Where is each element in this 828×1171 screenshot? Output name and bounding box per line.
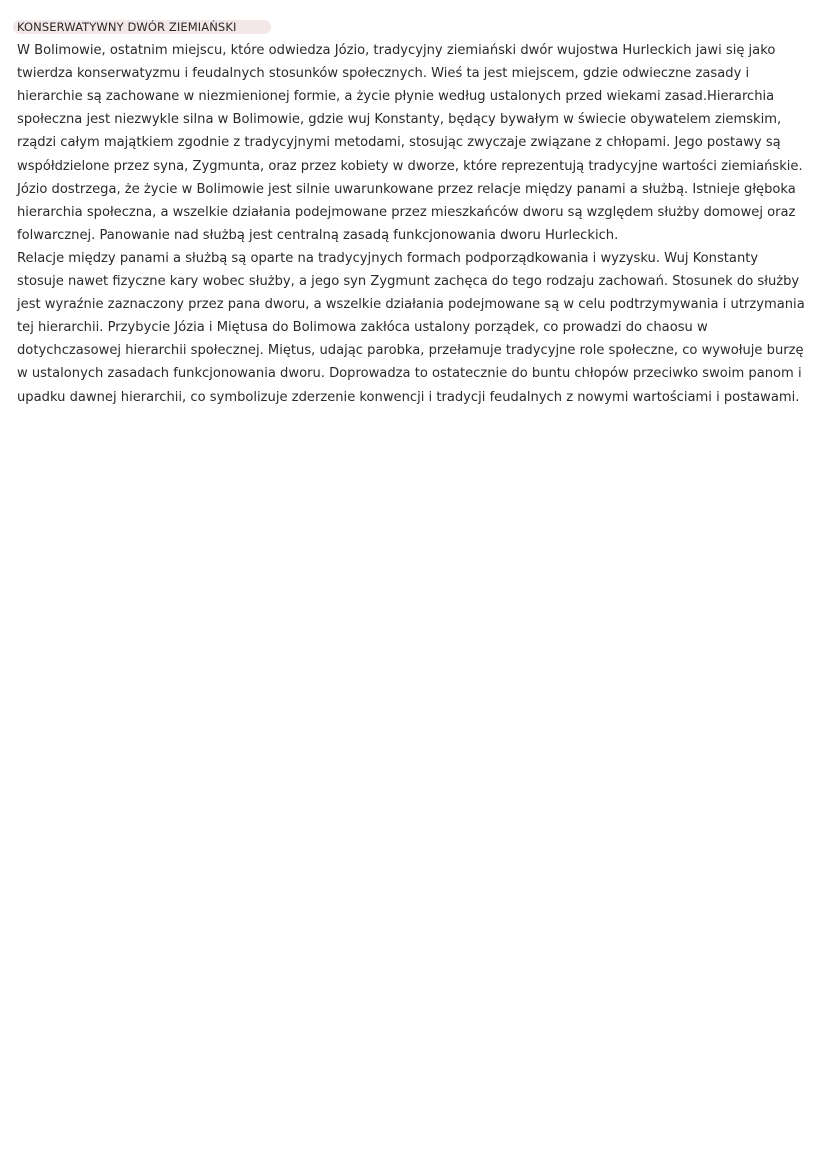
paragraph-line: folwarcznej. Panowanie nad służbą jest centralną zasadą funkcjonowania dworu Hurleckich. [17,227,619,243]
paragraph-line: tej hierarchii. Przybycie Józia i Miętusa do Bolimowa zakłóca ustalony porządek, co prowadzi do chaosu w [17,320,708,336]
paragraph-line: upadku dawnej hierarchii, co symbolizuje zderzenie konwencji i tradycji feudalnych z nowymi wartościami i postawami. [17,389,800,405]
paragraph-line: w ustalonych zasadach funkcjonowania dworu. Doprowadza to ostatecznie do buntu chłopów przeciwko swoim panom i [17,366,802,382]
paragraph-2 [17,247,817,409]
paragraph-line: Relacje między panami a służbą są oparte na tradycyjnych formach podporządkowania i wyzysku. Wuj Konstanty [17,250,759,266]
paragraph-line: dotychczasowej hierarchii społecznej. Miętus, udając parobka, przełamuje tradycyjne role społeczne, co wywołuje burzę [17,343,804,359]
paragraph-line: społeczna jest niezwykle silna w Bolimowie, gdzie wuj Konstanty, będący bywałym w świecie obywatelem ziemskim, [17,112,782,128]
document-title: KONSERWATYWNY DWÓR ZIEMIAŃSKI [17,20,237,34]
paragraph-line: hierarchia społeczna, a wszelkie działania podejmowane przez mieszkańców dworu są względem służby domowej oraz [17,204,796,220]
paragraph-line: stosuje nawet fizyczne kary wobec służby, a jego syn Zygmunt zachęca do tego rodzaju zachowań. Stosunek do służby [17,274,800,290]
paragraph-line: W Bolimowie, ostatnim miejscu, które odwiedza Józio, tradycyjny ziemiański dwór wujostwa Hurleckich jawi się jako [17,43,776,59]
paragraph-line: twierdza konserwatyzmu i feudalnych stosunków społecznych. Wieś ta jest miejscem, gdzie odwieczne zasady i [17,66,750,82]
paragraph-line: hierarchie są zachowane w niezmienionej formie, a życie płynie według ustalonych przed wiekami zasad.Hierarchia [17,89,775,105]
paragraph-line: Józio dostrzega, że życie w Bolimowie jest silnie uwarunkowane przez relacje między panami a służbą. Istnieje głęboka [17,181,796,197]
paragraph-line: jest wyraźnie zaznaczony przez pana dworu, a wszelkie działania podejmowane są w celu podtrzymywania i utrzymania [17,297,805,313]
title-wrapper [17,16,236,38]
paragraph-line: współdzielone przez syna, Zygmunta, oraz przez kobiety w dworze, które reprezentują tradycyjne wartości ziemiańskie. [17,158,803,174]
paragraph-line: rządzi całym majątkiem zgodnie z tradycyjnymi metodami, stosując zwyczaje związane z chłopami. Jego postawy są [17,135,781,151]
document-content [17,16,817,409]
paragraph-1 [17,39,817,247]
